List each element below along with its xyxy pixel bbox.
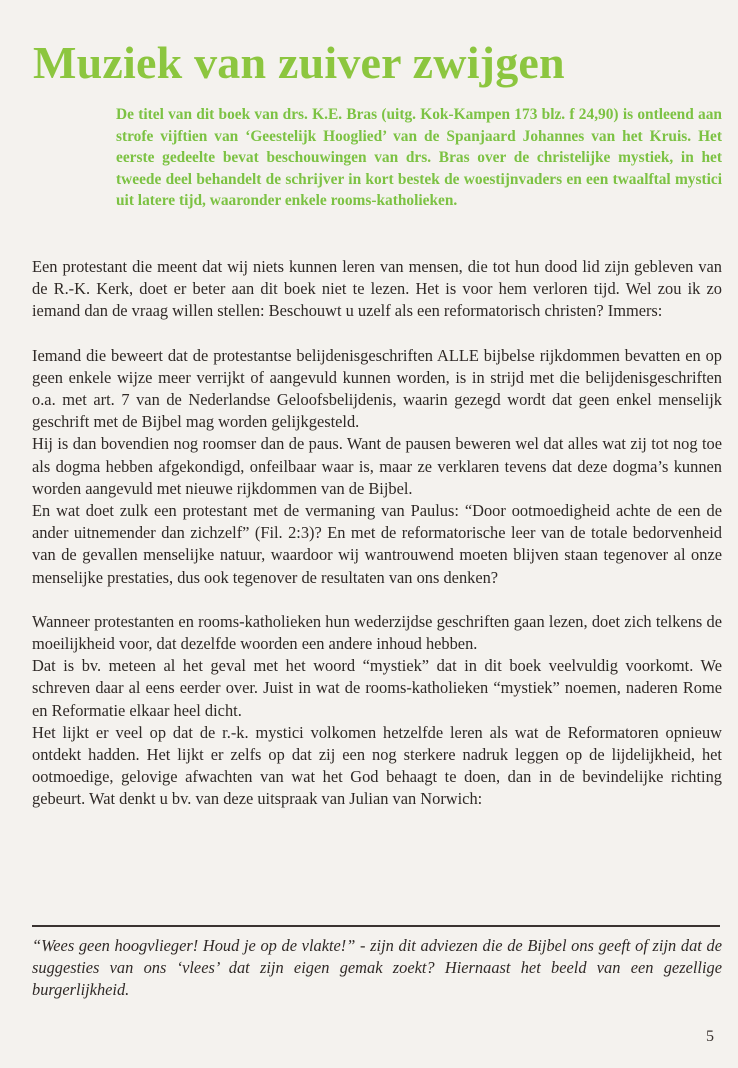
caption-divider <box>32 925 720 927</box>
paragraph-2: Iemand die beweert dat de protestantse belijdenisgeschriften ALLE bijbelse rijkdommen bevatten en op geen enkele wijze meer verrijkt of aangevuld kunnen worden, is in strijd met die belijdenisgeschriften o.a. met art. 7 van de Nederlandse Geloofsbelijdenis, waarin gezegd wordt dat geen enkel menselijk geschrift met de Bijbel mag worden gelijkgesteld. <box>32 345 722 432</box>
article-intro: De titel van dit boek van drs. K.E. Bras (uitg. Kok-Kampen 173 blz. f 24,90) is ontleend aan strofe vijftien van ‘Geestelijk Hooglied’ van de Spanjaard Johannes van het Kruis. Het eerste gedeelte bevat beschouwingen van drs. Bras over de christelijke mystiek, in het tweede deel behandelt de schrijver in kort bestek de woestijnvaders en een twaalftal mystici uit latere tijd, waaronder enkele rooms-katholieken. <box>116 106 722 210</box>
article-title: Muziek van zuiver zwijgen <box>33 37 565 88</box>
paragraph-7: Het lijkt er veel op dat de r.-k. mystici volkomen hetzelfde leren als wat de Reformatoren opnieuw ontdekt hadden. Het lijkt er zelfs op dat zij een nog sterkere nadruk leggen op de lijdelijkheid, het ootmoedige, gelovige afwachten van wat het God behaagt te doen, dan in de bevindelijke richting gebeurt. Wat denkt u bv. van deze uitspraak van Julian van Norwich: <box>32 722 722 809</box>
paragraph-6: Dat is bv. meteen al het geval met het woord “mystiek” dat in dit boek veelvuldig voorkomt. We schreven daar al eens eerder over. Juist in wat de rooms-katholieken “mystiek” noemen, naderen Rome en Reformatie elkaar heel dicht. <box>32 656 722 720</box>
paragraph-1: Een protestant die meent dat wij niets kunnen leren van mensen, die tot hun dood lid zijn gebleven van de R.-K. Kerk, doet er beter aan dit boek niet te lezen. Het is voor hem verloren tijd. Wel zou ik zo iemand dan de vraag willen stellen: Beschouwt u uzelf als een reformatorisch christen? Immers: <box>32 257 722 321</box>
paragraph-3: Hij is dan bovendien nog roomser dan de paus. Want de pausen beweren wel dat alles wat zij tot nog toe als dogma hebben afgekondigd, onfeilbaar waar is, maar ze verklaren tevens dat deze dogma’s kunnen worden aangevuld met nieuwe rijkdommen van de Bijbel. <box>32 434 722 498</box>
article-body <box>32 256 722 811</box>
image-caption: “Wees geen hoogvlieger! Houd je op de vlakte!” - zijn dit adviezen die de Bijbel ons geeft of zijn dat de suggesties van ons ‘vlees’ dat zijn eigen gemak zoekt? Hiernaast het beeld van een gezellige burgerlijkheid. <box>32 936 722 1000</box>
page-number: 5 <box>706 1028 714 1045</box>
paragraph-4: En wat doet zulk een protestant met de vermaning van Paulus: “Door ootmoedigheid achte de een de ander uitnemender dan zichzelf” (Fil. 2:3)? En met de reformatorische leer van de totale bedorvenheid van de gevallen menselijke natuur, waardoor wij wantrouwend moeten blijven staan tegenover al onze menselijke prestaties, dus ook tegenover de resultaten van ons denken? <box>32 501 722 587</box>
paragraph-5: Wanneer protestanten en rooms-katholieken hun wederzijdse geschriften gaan lezen, doet zich telkens de moeilijkheid voor, dat dezelfde woorden een andere inhoud hebben. <box>32 611 722 654</box>
